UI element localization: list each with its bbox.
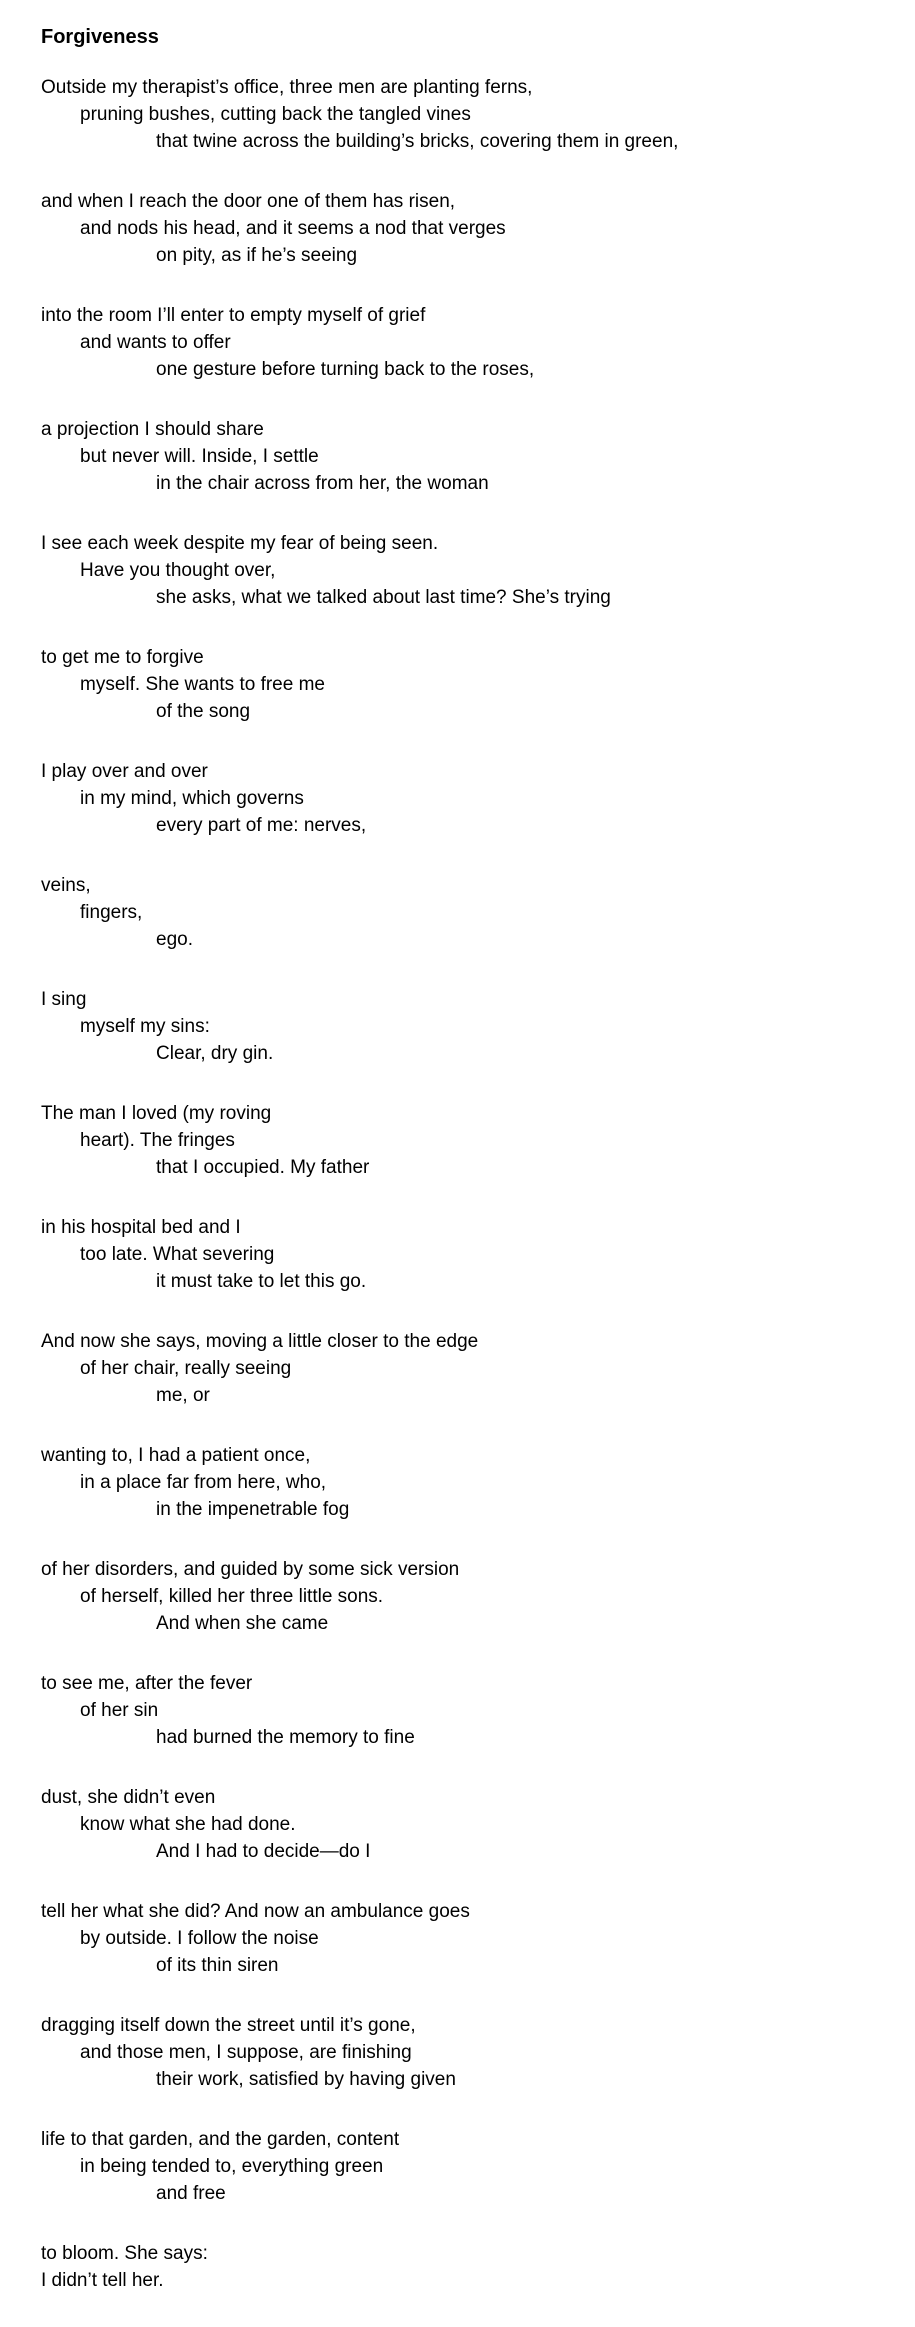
poem-line: I didn’t tell her. xyxy=(41,2270,164,2291)
stanza xyxy=(41,2012,891,2093)
poem-line: and wants to offer xyxy=(80,332,231,353)
poem-line: their work, satisfied by having given xyxy=(156,2069,456,2090)
poem-line: of its thin siren xyxy=(156,1955,279,1976)
poem xyxy=(41,20,891,2327)
poem-line: dragging itself down the street until it’s gone, xyxy=(41,2015,416,2036)
poem-line: Outside my therapist’s office, three men are planting ferns, xyxy=(41,77,533,98)
poem-line: of herself, killed her three little sons. xyxy=(80,1586,384,1607)
poem-line: ego. xyxy=(156,929,193,950)
poem-line: that twine across the building’s bricks, covering them in green, xyxy=(156,131,679,152)
poem-line: by outside. I follow the noise xyxy=(80,1928,319,1949)
poem-line: to bloom. She says: xyxy=(41,2243,208,2264)
poem-line: of her disorders, and guided by some sick version xyxy=(41,1559,460,1580)
stanza xyxy=(41,1100,891,1181)
stanza xyxy=(41,1442,891,1523)
poem-line: heart). The fringes xyxy=(80,1130,235,1151)
poem-line: had burned the memory to fine xyxy=(156,1727,415,1748)
poem-line: And I had to decide—do I xyxy=(156,1841,371,1862)
poem-line: and free xyxy=(156,2183,226,2204)
poem-line: myself my sins: xyxy=(80,1016,210,1037)
poem-line: that I occupied. My father xyxy=(156,1157,370,1178)
stanza xyxy=(41,644,891,725)
poem-line: of her chair, really seeing xyxy=(80,1358,292,1379)
stanza xyxy=(41,1784,891,1865)
poem-line: in the impenetrable fog xyxy=(156,1499,350,1520)
poem-line: of the song xyxy=(156,701,251,722)
stanza xyxy=(41,1670,891,1751)
stanza xyxy=(41,758,891,839)
poem-line: myself. She wants to free me xyxy=(80,674,325,695)
poem-line: but never will. Inside, I settle xyxy=(80,446,319,467)
poem-line: Clear, dry gin. xyxy=(156,1043,274,1064)
stanza xyxy=(41,530,891,611)
poem-line: fingers, xyxy=(80,902,143,923)
stanza xyxy=(41,2126,891,2207)
poem-line: in being tended to, everything green xyxy=(80,2156,384,2177)
stanza xyxy=(41,1328,891,1409)
stanza xyxy=(41,302,891,383)
poem-line: and those men, I suppose, are finishing xyxy=(80,2042,412,2063)
poem-line: on pity, as if he’s seeing xyxy=(156,245,358,266)
poem-line: of her sin xyxy=(80,1700,159,1721)
poem-line: and when I reach the door one of them has risen, xyxy=(41,191,456,212)
stanza xyxy=(41,74,891,155)
poem-line: know what she had done. xyxy=(80,1814,296,1835)
poem-line: it must take to let this go. xyxy=(156,1271,367,1292)
poem-line: to get me to forgive xyxy=(41,647,204,668)
poem-line: a projection I should share xyxy=(41,419,264,440)
poem-line: The man I loved (my roving xyxy=(41,1103,272,1124)
poem-line: in my mind, which governs xyxy=(80,788,304,809)
poem-line: in his hospital bed and I xyxy=(41,1217,241,1238)
stanza xyxy=(41,1214,891,1295)
poem-line: I play over and over xyxy=(41,761,208,782)
poem-line: veins, xyxy=(41,875,91,896)
poem-line: I sing xyxy=(41,989,87,1010)
poem-title: Forgiveness xyxy=(41,26,159,48)
poem-body xyxy=(41,74,891,2294)
stanza xyxy=(41,986,891,1067)
stanza xyxy=(41,1898,891,1979)
poem-line: pruning bushes, cutting back the tangled vines xyxy=(80,104,471,125)
poem-line: to see me, after the fever xyxy=(41,1673,253,1694)
stanza xyxy=(41,872,891,953)
stanza xyxy=(41,188,891,269)
stanza xyxy=(41,1556,891,1637)
stanza xyxy=(41,416,891,497)
poem-line: And when she came xyxy=(156,1613,329,1634)
poem-line: life to that garden, and the garden, content xyxy=(41,2129,400,2150)
poem-line: Have you thought over, xyxy=(80,560,276,581)
poem-line: in the chair across from her, the woman xyxy=(156,473,489,494)
poem-line: one gesture before turning back to the roses, xyxy=(156,359,535,380)
poem-line: tell her what she did? And now an ambulance goes xyxy=(41,1901,470,1922)
poem-line: dust, she didn’t even xyxy=(41,1787,216,1808)
poem-line: and nods his head, and it seems a nod that verges xyxy=(80,218,506,239)
poem-line: wanting to, I had a patient once, xyxy=(41,1445,311,1466)
poem-line: into the room I’ll enter to empty myself of grief xyxy=(41,305,426,326)
poem-line: too late. What severing xyxy=(80,1244,275,1265)
poem-line: every part of me: nerves, xyxy=(156,815,367,836)
poem-line: me, or xyxy=(156,1385,210,1406)
poem-line: she asks, what we talked about last time? She’s trying xyxy=(156,587,611,608)
poem-line: And now she says, moving a little closer to the edge xyxy=(41,1331,479,1352)
poem-line: I see each week despite my fear of being seen. xyxy=(41,533,439,554)
poem-line: in a place far from here, who, xyxy=(80,1472,327,1493)
stanza xyxy=(41,2240,891,2294)
